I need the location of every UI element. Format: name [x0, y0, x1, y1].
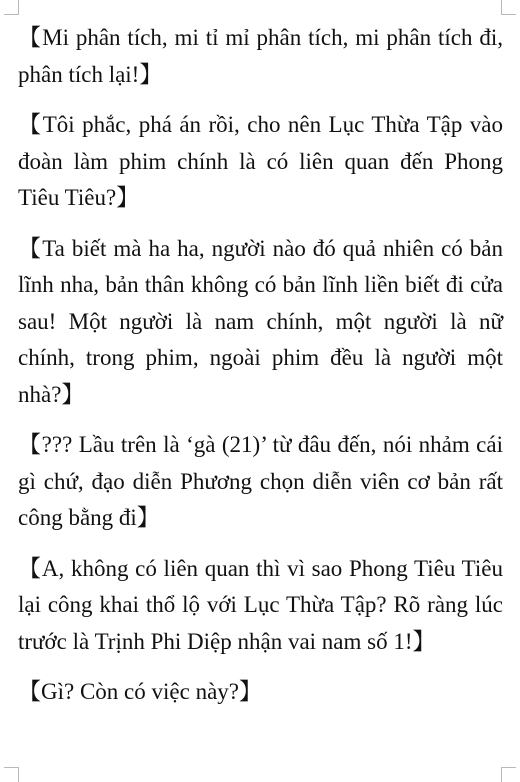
page-corner-mark-bottom-left	[4, 767, 19, 782]
comment-paragraph: 【Gì? Còn có việc này?】	[18, 679, 262, 704]
document-body	[18, 20, 503, 725]
comment-paragraph: 【??? Lầu trên là ‘gà (21)’ từ đâu đến, nói nhảm cái gì chứ, đạo diễn Phương chọn diễn viên cơ bản rất công bằng đi】	[18, 432, 503, 530]
page-corner-mark-bottom-right	[501, 767, 516, 782]
comment-paragraph: 【Mi phân tích, mi tỉ mỉ phân tích, mi phân tích đi, phân tích lại!】	[18, 25, 503, 87]
comment-paragraph: 【Tôi phắc, phá án rồi, cho nên Lục Thừa Tập vào đoàn làm phim chính là có liên quan đến Phong Tiêu Tiêu?】	[18, 112, 503, 210]
page-corner-mark-top-right	[501, 0, 516, 15]
comment-paragraph: 【Ta biết mà ha ha, người nào đó quả nhiên có bản lĩnh nha, bản thân không có bản lĩnh liền biết đi cửa sau! Một người là nam chính, một người là nữ chính, trong phim, ngoài phim đều là người một nhà?】	[18, 235, 503, 407]
comment-paragraph: 【A, không có liên quan thì vì sao Phong Tiêu Tiêu lại công khai thổ lộ với Lục Thừa Tập? Rõ ràng lúc trước là Trịnh Phi Diệp nhận vai nam số 1!】	[18, 555, 503, 654]
page-corner-mark-top-left	[4, 0, 19, 15]
